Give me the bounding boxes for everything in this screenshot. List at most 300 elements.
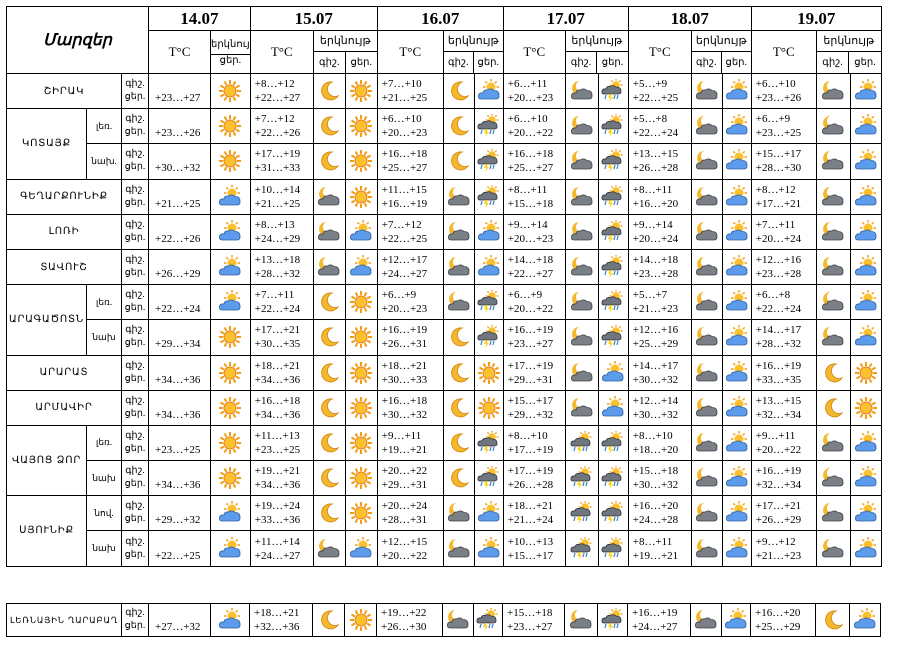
weather-cell — [313, 461, 345, 496]
temperature-cell — [751, 179, 816, 214]
day-temperature: +16…+20 — [632, 197, 679, 210]
day-temperature: +24…+27 — [632, 621, 678, 633]
day-temperature: +32…+36 — [254, 621, 300, 633]
day-temperature: +29…+32 — [507, 408, 554, 421]
day-temperature: +27…+32 — [149, 604, 211, 637]
weather-cell — [598, 496, 628, 531]
day-label: ցեր. — [124, 549, 146, 560]
day-temperature: +34…+36 — [254, 479, 301, 492]
weather-cell — [691, 320, 722, 355]
region-row — [7, 390, 882, 425]
region-row — [7, 355, 882, 390]
weather-cell — [722, 249, 751, 284]
temperature-cell — [503, 74, 565, 109]
weather-cell — [443, 109, 474, 144]
weather-cell — [722, 179, 751, 214]
day-label: ցեր. — [211, 54, 250, 66]
night-label: գիշ. — [125, 219, 145, 230]
night-temperature: +8…+11 — [632, 183, 673, 196]
night-temperature: +8…+12 — [254, 78, 295, 91]
day-label: ցեր. — [124, 268, 146, 279]
weather-cell — [474, 74, 503, 109]
region-name: ԼՈՌԻ — [7, 214, 122, 249]
weather-cell — [565, 109, 598, 144]
sky-label: երկնույթ — [314, 31, 377, 52]
day-temperature: +17…+19 — [507, 443, 554, 456]
temperature-cell — [628, 249, 691, 284]
night-day-label — [122, 355, 149, 390]
temperature-cell — [250, 74, 313, 109]
weather-cell — [598, 179, 628, 214]
region-name: ԼԵՌՆԱՅԻՆ ՂԱՐԱԲԱՂ — [7, 604, 122, 637]
night-temperature: +14…+18 — [507, 254, 554, 267]
day-temperature: +22…+24 — [632, 127, 679, 140]
weather-cell — [474, 285, 503, 320]
weather-cell — [474, 109, 503, 144]
night-temperature: +11…+15 — [381, 183, 427, 196]
night-day-label — [122, 604, 149, 637]
weather-cell — [598, 249, 628, 284]
night-label: գիշ. — [125, 536, 145, 547]
weather-cell — [850, 425, 881, 460]
temperature-cell — [628, 496, 691, 531]
weather-cell — [474, 425, 503, 460]
night-day-label — [122, 214, 149, 249]
region-name: ԱՐԱԳԱԾՈՏՆ — [7, 285, 87, 355]
weather-cell — [565, 144, 598, 179]
day-label: ցեր. — [124, 338, 146, 349]
region-name: ՍՅՈՒՆԻՔ — [7, 496, 87, 566]
region-name: ՎԱՅՈՑ ՁՈՐ — [7, 425, 87, 495]
temperature-cell — [628, 425, 691, 460]
date-header: 19.07 — [751, 7, 881, 31]
day-temperature: +22…+26 — [254, 127, 301, 140]
night-temperature: +20…+22 — [381, 465, 428, 478]
sky-label: երկնույ — [211, 38, 250, 50]
weather-cell — [850, 285, 881, 320]
weather-cell — [598, 74, 628, 109]
day-temperature: +15…+17 — [507, 549, 554, 562]
weather-cell — [474, 320, 503, 355]
day-temperature: +20…+22 — [507, 127, 554, 140]
day-temperature: +20…+22 — [381, 549, 428, 562]
day-temperature: +20…+23 — [507, 92, 554, 105]
day-temperature: +28…+30 — [755, 162, 802, 175]
sky-label: երկնույթ — [444, 31, 503, 52]
weather-cell — [691, 531, 722, 566]
night-temperature: +18…+21 — [507, 500, 554, 513]
weather-cell — [565, 214, 598, 249]
day-temperature: +20…+23 — [507, 232, 554, 245]
weather-cell — [722, 144, 751, 179]
region-name: ԱՐԱՐԱՏ — [7, 355, 122, 390]
temperature-cell — [628, 604, 691, 637]
day-label: ցեր. — [124, 479, 146, 490]
weather-cell — [816, 74, 850, 109]
header-dates-row — [7, 7, 882, 31]
day-temperature: +19…+21 — [381, 443, 428, 456]
night-temperature: +13…+15 — [632, 148, 679, 161]
night-day-label — [122, 144, 149, 179]
night-label: գիշ. — [125, 184, 145, 195]
weather-cell — [722, 214, 751, 249]
weather-cell — [850, 74, 881, 109]
night-temperature: +6…+9 — [381, 289, 417, 302]
night-temperature: +9…+11 — [381, 429, 422, 442]
temperature-cell — [751, 144, 816, 179]
weather-cell — [565, 461, 598, 496]
temperature-cell — [503, 604, 565, 637]
night-label: գիշ. — [817, 52, 850, 73]
night-label: գիշ. — [692, 52, 722, 73]
weather-cell — [443, 496, 474, 531]
night-temperature: +16…+19 — [755, 465, 802, 478]
day-temperature: +32…+34 — [755, 408, 802, 421]
night-label: գիշ. — [125, 149, 145, 160]
day-temperature: +33…+35 — [755, 373, 802, 386]
day-temperature: +21…+23 — [755, 549, 802, 562]
night-day-label — [122, 461, 149, 496]
temperature-cell — [377, 425, 443, 460]
day-temperature: +20…+23 — [381, 127, 428, 140]
weather-cell — [598, 461, 628, 496]
temperature-cell — [250, 179, 313, 214]
temperature-cell — [751, 74, 816, 109]
weather-cell — [691, 179, 722, 214]
temperature-cell — [377, 496, 443, 531]
weather-cell — [816, 109, 850, 144]
night-temperature: +16…+19 — [381, 324, 428, 337]
weather-cell — [211, 214, 251, 249]
temperature-cell — [377, 285, 443, 320]
temperature-cell — [751, 285, 816, 320]
day-label: ցեր. — [477, 57, 499, 68]
weather-cell — [722, 390, 751, 425]
weather-cell — [211, 355, 251, 390]
day-label: ցեր. — [124, 232, 146, 243]
sky-header — [816, 31, 881, 74]
subregion-label: նախ — [87, 461, 122, 496]
day-temperature: +24…+28 — [632, 514, 679, 527]
temperature-cell — [628, 531, 691, 566]
weather-cell — [598, 109, 628, 144]
night-temperature: +8…+10 — [507, 429, 548, 442]
temperature-cell — [628, 179, 691, 214]
temperature-cell — [377, 390, 443, 425]
region-name: ԱՐՄԱՎԻՐ — [7, 390, 122, 425]
night-label: գիշ. — [125, 255, 145, 266]
night-temperature: +16…+18 — [381, 148, 428, 161]
weather-cell — [313, 604, 345, 637]
weather-cell — [313, 320, 345, 355]
weather-cell — [211, 109, 251, 144]
temperature-cell — [377, 320, 443, 355]
day-label: ցեր. — [124, 303, 146, 314]
night-temperature: +15…+18 — [507, 607, 553, 619]
night-label: գիշ. — [125, 79, 145, 90]
day-temperature: +23…+28 — [632, 268, 679, 281]
night-temperature: +17…+21 — [254, 324, 301, 337]
weather-cell — [722, 74, 751, 109]
night-temperature: +9…+14 — [632, 218, 673, 231]
region-row — [7, 214, 882, 249]
day-temperature: +30…+32 — [632, 408, 679, 421]
temperature-cell — [250, 320, 313, 355]
temperature-cell — [250, 355, 313, 390]
night-temperature: +5…+9 — [632, 78, 668, 91]
night-temperature: +18…+21 — [254, 607, 300, 619]
weather-cell — [816, 604, 850, 637]
weather-cell — [313, 74, 345, 109]
weather-cell — [474, 144, 503, 179]
day-temperature: +22…+27 — [254, 92, 301, 105]
karabakh-table — [6, 603, 881, 637]
night-temperature: +7…+12 — [254, 113, 295, 126]
night-temperature: +7…+12 — [381, 218, 422, 231]
weather-cell — [565, 355, 598, 390]
day-temperature: +26…+30 — [381, 621, 427, 633]
day-temperature: +30…+32 — [632, 373, 679, 386]
day-temperature: +25…+27 — [381, 162, 428, 175]
weather-cell — [443, 74, 474, 109]
night-temperature: +17…+19 — [507, 465, 554, 478]
weather-cell — [816, 355, 850, 390]
night-temperature: +12…+16 — [755, 254, 802, 267]
temperature-cell — [503, 390, 565, 425]
night-temperature: +8…+11 — [507, 183, 548, 196]
day-temperature: +24…+29 — [254, 232, 301, 245]
weather-cell — [722, 531, 751, 566]
temperature-cell — [503, 285, 565, 320]
weather-cell — [691, 144, 722, 179]
temperature-cell — [751, 320, 816, 355]
night-temperature: +6…+9 — [755, 113, 791, 126]
night-temperature: +16…+18 — [381, 394, 428, 407]
day-temperature: +31…+33 — [254, 162, 301, 175]
night-temperature: +14…+18 — [632, 254, 679, 267]
night-temperature: +5…+8 — [632, 113, 668, 126]
night-temperature: +13…+15 — [755, 394, 802, 407]
region-row — [7, 249, 882, 284]
weather-cell — [443, 214, 474, 249]
day-temperature: +20…+24 — [755, 232, 802, 245]
weather-cell — [816, 390, 850, 425]
temperature-cell — [628, 390, 691, 425]
weather-cell — [313, 531, 345, 566]
weather-cell — [474, 179, 503, 214]
day-label: ցեր. — [350, 57, 372, 68]
day-temperature: +25…+29 — [755, 621, 801, 633]
day-temperature: +26…+31 — [381, 338, 428, 351]
day-temperature: +25…+27 — [507, 162, 554, 175]
day-label: ցեր. — [124, 92, 146, 103]
day-label: ցեր. — [124, 621, 146, 631]
weather-cell — [722, 425, 751, 460]
weather-cell — [474, 214, 503, 249]
day-temperature: +23…+27 — [507, 338, 554, 351]
weather-cell — [345, 461, 377, 496]
day-label: ցեր. — [124, 443, 146, 454]
temperature-cell — [377, 355, 443, 390]
weather-cell — [443, 249, 474, 284]
subregion-label: լեռ. — [87, 285, 122, 320]
weather-cell — [345, 355, 377, 390]
temperature-cell — [628, 144, 691, 179]
day-temperature: +21…+25 — [381, 92, 428, 105]
weather-cell — [474, 249, 503, 284]
subregion-label: նախ. — [87, 144, 122, 179]
day-temperature: +21…+25 — [254, 197, 301, 210]
temperature-cell — [250, 249, 313, 284]
day-temperature: +25…+29 — [632, 338, 679, 351]
day-temperature: +22…+24 — [755, 303, 802, 316]
weather-cell — [345, 74, 377, 109]
night-day-label — [122, 179, 149, 214]
day-temperature: +20…+23 — [381, 303, 428, 316]
day-temperature: +34…+36 — [149, 390, 211, 425]
night-temperature: +14…+17 — [632, 359, 679, 372]
weather-cell — [443, 320, 474, 355]
temperature-cell — [377, 531, 443, 566]
day-temperature: +20…+24 — [632, 232, 679, 245]
day-temperature: +20…+22 — [755, 443, 802, 456]
weather-cell — [565, 285, 598, 320]
weather-cell — [474, 604, 503, 637]
region-row — [7, 179, 882, 214]
weather-cell — [474, 461, 503, 496]
weather-cell — [816, 214, 850, 249]
weather-cell — [691, 604, 722, 637]
weather-cell — [722, 109, 751, 144]
night-label: գիշ. — [125, 608, 145, 618]
weather-cell — [443, 144, 474, 179]
temperature-cell — [503, 461, 565, 496]
night-temperature: +6…+10 — [755, 78, 796, 91]
day-temperature: +26…+29 — [149, 249, 211, 284]
day-label: ցեր. — [854, 57, 876, 68]
day-temperature: +21…+23 — [632, 303, 679, 316]
temperature-cell — [503, 214, 565, 249]
night-day-label — [122, 531, 149, 566]
weather-cell — [598, 320, 628, 355]
weather-cell — [565, 604, 598, 637]
temperature-cell — [503, 531, 565, 566]
day-temperature: +22…+25 — [149, 531, 211, 566]
region-row — [7, 144, 882, 179]
temperature-cell — [751, 461, 816, 496]
temperature-cell — [628, 355, 691, 390]
temperature-cell — [751, 355, 816, 390]
weather-cell — [443, 604, 474, 637]
weather-cell — [565, 531, 598, 566]
region-row — [7, 320, 882, 355]
night-temperature: +16…+19 — [507, 324, 554, 337]
weather-cell — [850, 214, 881, 249]
day-label: ցեր. — [725, 57, 747, 68]
day-temperature: +19…+21 — [632, 549, 679, 562]
weather-cell — [598, 144, 628, 179]
weather-cell — [816, 249, 850, 284]
weather-cell — [211, 425, 251, 460]
temperature-header: T°C — [250, 31, 313, 74]
weather-cell — [345, 604, 377, 637]
weather-cell — [816, 461, 850, 496]
weather-cell — [474, 390, 503, 425]
weather-cell — [443, 531, 474, 566]
weather-cell — [313, 425, 345, 460]
weather-cell — [816, 320, 850, 355]
date-header: 18.07 — [628, 7, 751, 31]
day-label: ցեր. — [124, 373, 146, 384]
temperature-cell — [751, 531, 816, 566]
temperature-cell — [250, 461, 313, 496]
sky-header — [565, 31, 628, 74]
subregion-label: նախ — [87, 320, 122, 355]
day-temperature: +23…+25 — [149, 425, 211, 460]
night-temperature: +15…+18 — [632, 465, 679, 478]
day-temperature: +23…+26 — [755, 92, 802, 105]
subregion-label: լեռ. — [87, 425, 122, 460]
region-row — [7, 496, 882, 531]
night-temperature: +18…+21 — [381, 359, 428, 372]
day-temperature: +22…+25 — [632, 92, 679, 105]
day-temperature: +22…+25 — [381, 232, 428, 245]
temperature-cell — [751, 214, 816, 249]
weather-cell — [474, 531, 503, 566]
weather-cell — [691, 285, 722, 320]
day-label: ցեր. — [124, 197, 146, 208]
weather-cell — [850, 531, 881, 566]
weather-cell — [722, 285, 751, 320]
weather-cell — [443, 461, 474, 496]
weather-cell — [850, 144, 881, 179]
night-temperature: +12…+14 — [632, 394, 679, 407]
weather-cell — [722, 604, 751, 637]
day-temperature: +26…+28 — [507, 479, 554, 492]
weather-cell — [313, 144, 345, 179]
night-label: գիշ. — [125, 395, 145, 406]
weather-cell — [816, 531, 850, 566]
region-row — [7, 461, 882, 496]
night-temperature: +8…+13 — [254, 218, 295, 231]
night-temperature: +11…+13 — [254, 429, 300, 442]
weather-cell — [691, 355, 722, 390]
day-temperature: +16…+19 — [381, 197, 428, 210]
weather-cell — [565, 320, 598, 355]
night-temperature: +16…+20 — [755, 607, 801, 619]
date-header: 17.07 — [503, 7, 628, 31]
day-temperature: +30…+32 — [381, 408, 428, 421]
temperature-cell — [503, 355, 565, 390]
sky-header — [443, 31, 503, 74]
night-label: գիշ. — [125, 360, 145, 371]
temperature-cell — [250, 604, 313, 637]
weather-cell — [313, 109, 345, 144]
night-temperature: +8…+11 — [632, 535, 673, 548]
temperature-cell — [503, 109, 565, 144]
night-temperature: +9…+14 — [507, 218, 548, 231]
night-temperature: +9…+12 — [755, 535, 796, 548]
temperature-cell — [377, 109, 443, 144]
night-day-label — [122, 74, 149, 109]
weather-cell — [345, 390, 377, 425]
night-temperature: +6…+10 — [381, 113, 422, 126]
subregion-label: լեռ. — [87, 109, 122, 144]
day-temperature: +23…+25 — [254, 443, 301, 456]
weather-cell — [211, 249, 251, 284]
region-row — [7, 531, 882, 566]
day-temperature: +26…+28 — [632, 162, 679, 175]
